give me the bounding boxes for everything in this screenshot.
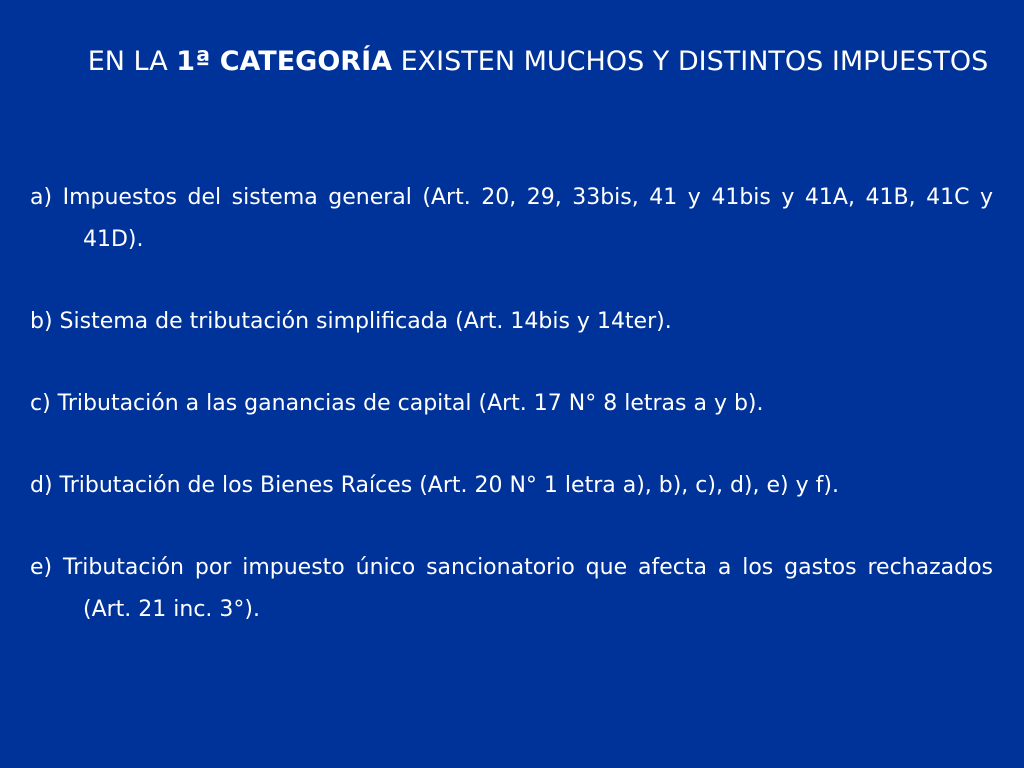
list-item-e: e) Tributación por impuesto único sancionatorio que afecta a los gastos rechazados (Art. 21 inc. 3°). (30, 555, 993, 622)
slide-title (60, 40, 1016, 84)
title-part-1: EN LA (87, 46, 177, 77)
list-item-a: a) Impuestos del sistema general (Art. 20, 29, 33bis, 41 y 41bis y 41A, 41B, 41C y 41D). (30, 185, 993, 252)
title-bold-category: 1ª CATEGORÍA (176, 46, 393, 77)
list-item-b: b) Sistema de tributación simplificada (Art. 14bis y 14ter). (30, 309, 672, 334)
title-part-2: EXISTEN MUCHOS Y DISTINTOS IMPUESTOS (392, 46, 989, 77)
tax-list (30, 177, 993, 631)
list-item-c: c) Tributación a las ganancias de capital (Art. 17 N° 8 letras a y b). (30, 391, 764, 416)
list-item-d: d) Tributación de los Bienes Raíces (Art. 20 N° 1 letra a), b), c), d), e) y f). (30, 473, 839, 498)
